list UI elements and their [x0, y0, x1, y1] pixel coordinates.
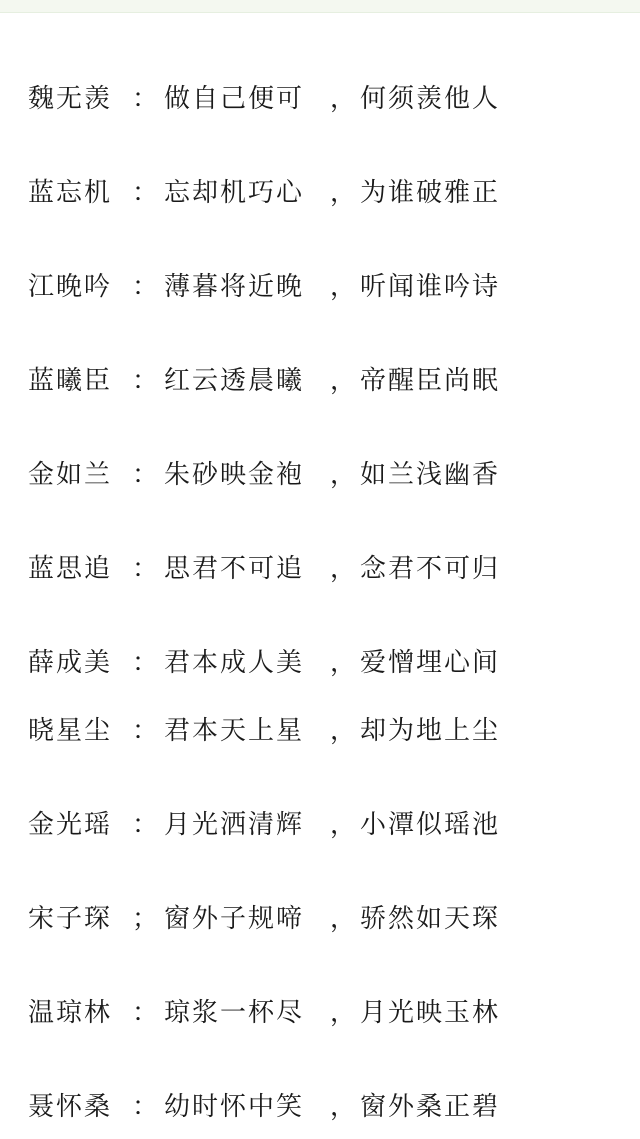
- verse-comma: ，: [330, 715, 359, 746]
- poem-line: [28, 708, 530, 748]
- character-name: 宋子琛: [28, 903, 113, 934]
- verse-first-half: 朱砂映金袍: [164, 459, 305, 490]
- verse-comma: ，: [330, 553, 359, 584]
- verse-second-half: 却为地上尘: [360, 715, 501, 746]
- verse-second-half: 何须羡他人: [360, 83, 501, 114]
- poem-line: [28, 1084, 530, 1124]
- verse-comma: ，: [330, 83, 359, 114]
- separator: ：: [132, 809, 161, 840]
- verse-first-half: 琼浆一杯尽: [164, 997, 305, 1028]
- verse-comma: ，: [330, 903, 359, 934]
- verse-comma: ，: [330, 459, 359, 490]
- character-name: 江晚吟: [28, 271, 113, 302]
- poem-line: [28, 452, 530, 492]
- character-name: 蓝思追: [28, 553, 113, 584]
- poem-line: [28, 546, 530, 586]
- poem-line: [28, 640, 530, 680]
- separator: ：: [132, 83, 161, 114]
- verse-second-half: 帝醒臣尚眠: [360, 365, 501, 396]
- poem-line: [28, 264, 530, 304]
- verse-comma: ，: [330, 365, 359, 396]
- verse-second-half: 如兰浅幽香: [360, 459, 501, 490]
- separator: ：: [132, 459, 161, 490]
- separator: ：: [132, 1091, 161, 1122]
- verse-first-half: 月光洒清辉: [164, 809, 305, 840]
- verse-second-half: 听闻谁吟诗: [360, 271, 501, 302]
- separator: ：: [132, 177, 161, 208]
- separator: ：: [132, 271, 161, 302]
- verse-first-half: 薄暮将近晚: [164, 271, 305, 302]
- poem-line: [28, 990, 530, 1030]
- verse-first-half: 红云透晨曦: [164, 365, 305, 396]
- character-name: 魏无羡: [28, 83, 113, 114]
- verse-first-half: 做自己便可: [164, 83, 305, 114]
- poem-line: [28, 170, 530, 210]
- verse-comma: ，: [330, 809, 359, 840]
- separator: ；: [132, 903, 161, 934]
- poem-line: [28, 358, 530, 398]
- character-name: 金如兰: [28, 459, 113, 490]
- verse-comma: ，: [330, 647, 359, 678]
- verse-first-half: 幼时怀中笑: [164, 1091, 305, 1122]
- verse-second-half: 月光映玉林: [360, 997, 501, 1028]
- verse-first-half: 忘却机巧心: [164, 177, 305, 208]
- verse-comma: ，: [330, 271, 359, 302]
- character-name: 蓝忘机: [28, 177, 113, 208]
- character-name: 晓星尘: [28, 715, 113, 746]
- verse-second-half: 爱憎埋心间: [360, 647, 501, 678]
- verse-second-half: 为谁破雅正: [360, 177, 501, 208]
- verse-comma: ，: [330, 1091, 359, 1122]
- character-name: 温琼林: [28, 997, 113, 1028]
- separator: ：: [132, 365, 161, 396]
- poem-line: [28, 896, 530, 936]
- separator: ：: [132, 715, 161, 746]
- verse-second-half: 窗外桑正碧: [360, 1091, 501, 1122]
- verse-second-half: 念君不可归: [360, 553, 501, 584]
- verse-comma: ，: [330, 997, 359, 1028]
- verse-first-half: 窗外子规啼: [164, 903, 305, 934]
- verse-first-half: 君本成人美: [164, 647, 305, 678]
- character-name: 金光瑶: [28, 809, 113, 840]
- verse-first-half: 思君不可追: [164, 553, 305, 584]
- verse-second-half: 骄然如天琛: [360, 903, 501, 934]
- verse-first-half: 君本天上星: [164, 715, 305, 746]
- character-name: 薛成美: [28, 647, 113, 678]
- poem-line: [28, 76, 530, 116]
- separator: ：: [132, 647, 161, 678]
- poem-line: [28, 802, 530, 842]
- verse-second-half: 小潭似瑶池: [360, 809, 501, 840]
- separator: ：: [132, 997, 161, 1028]
- separator: ：: [132, 553, 161, 584]
- character-name: 聂怀桑: [28, 1091, 113, 1122]
- character-name: 蓝曦臣: [28, 365, 113, 396]
- verse-comma: ，: [330, 177, 359, 208]
